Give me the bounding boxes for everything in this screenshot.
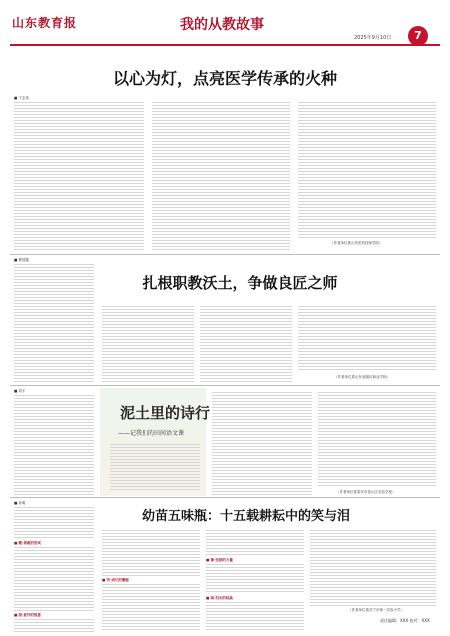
article-1-byline: ■ 于志伟 xyxy=(14,96,29,100)
article-4-headline: 幼苗五味瓶：十五载耕耘中的笑与泪 xyxy=(141,509,350,524)
article-4-column-2a xyxy=(102,530,200,576)
article-1-column-3 xyxy=(298,102,436,238)
article-divider xyxy=(10,385,440,386)
article-2-column-1 xyxy=(14,264,94,382)
article-4-column-1c xyxy=(14,619,94,633)
article-3-column-3 xyxy=(318,392,436,488)
article-divider xyxy=(10,497,440,498)
page-number: 7 xyxy=(408,26,428,46)
article-4-column-3c xyxy=(206,602,304,632)
article-2-source: （作者单位系山东省潍坊商业学校） xyxy=(334,375,390,379)
article-2-headline: 扎根职教沃土，争做良匠之师 xyxy=(142,274,338,292)
article-2-column-4 xyxy=(298,306,436,372)
article-3-byline: ■ 刘宇 xyxy=(14,389,26,393)
header-divider xyxy=(10,44,440,46)
article-1-column-2 xyxy=(152,102,290,250)
article-4-column-1b xyxy=(14,547,94,611)
article-4-source: （作者单位系济宁市第一实验小学） xyxy=(348,608,404,612)
article-1-source: （作者单位系山东医药技师学院） xyxy=(330,241,383,245)
article-4-section-2: ■ 甜·意外的惊喜 xyxy=(14,613,41,617)
article-4-column-1a xyxy=(14,507,94,539)
article-3-source: （作者单位系泰安市泰山区实验学校） xyxy=(336,490,396,494)
article-3-subheadline: ——记我们的田间语文课 xyxy=(118,430,185,437)
article-4-byline: ■ 孙萌 xyxy=(14,501,26,505)
article-divider xyxy=(10,254,440,255)
article-4-section-3: ■ 苦·成长的磨砺 xyxy=(102,578,129,582)
article-4-section-5: ■ 咸·泪水的结晶 xyxy=(206,596,233,600)
masthead-logo: 山东教育报 xyxy=(12,16,78,30)
article-3-intro xyxy=(110,444,200,492)
article-3-column-2 xyxy=(212,392,312,496)
article-4-column-3a xyxy=(206,530,304,556)
page-footer xyxy=(380,618,430,624)
issue-date: 2025年9月10日 xyxy=(354,35,392,41)
page-header xyxy=(0,0,450,46)
article-4-column-4 xyxy=(310,530,436,608)
footer-proofer: 校对：XXX xyxy=(409,618,430,623)
article-3-headline: 泥土里的诗行 xyxy=(120,404,211,422)
article-4-column-3b xyxy=(206,564,304,594)
article-4-column-2b xyxy=(102,584,200,632)
article-1-column-1 xyxy=(14,102,144,250)
article-2-column-2 xyxy=(102,306,194,382)
article-2-column-3 xyxy=(200,306,292,382)
article-4-section-4: ■ 辣·坚韧的力量 xyxy=(206,558,233,562)
article-1-headline: 以心为灯，点亮医学传承的火种 xyxy=(112,69,337,88)
section-title: 我的从教故事 xyxy=(180,17,264,33)
article-3-column-1 xyxy=(14,395,94,495)
article-2-byline: ■ 曹国鑫 xyxy=(14,258,29,262)
footer-editor: 责任编辑：XXX xyxy=(380,618,409,623)
article-4-section-1: ■ 酸·勇敢的尝试 xyxy=(14,541,41,545)
